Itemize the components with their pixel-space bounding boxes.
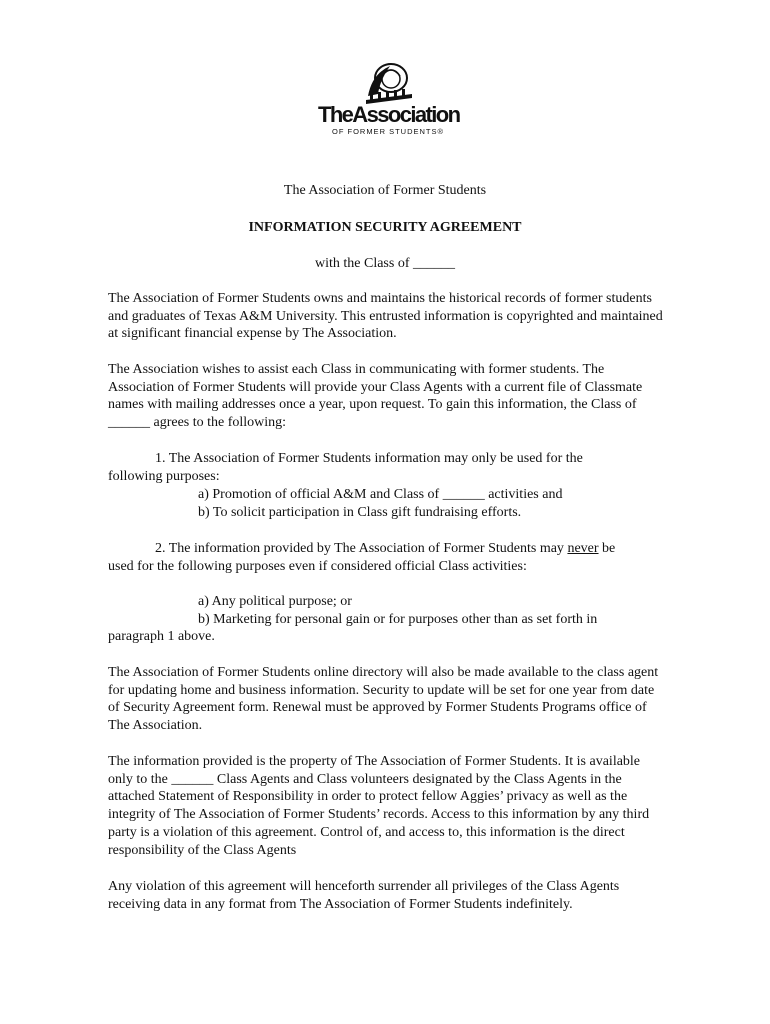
- item-1-b: b) To solicit participation in Class gift fundraising efforts.: [198, 505, 522, 520]
- item-2-a: a) Any political purpose; or: [198, 594, 352, 609]
- item-1-line-1: 1. The Association of Former Students information may only be used for the: [155, 451, 583, 466]
- class-of-line: with the Class of ______: [315, 256, 455, 271]
- organization-name: The Association of Former Students: [283, 183, 487, 198]
- document-title: INFORMATION SECURITY AGREEMENT: [248, 220, 522, 235]
- item-2-b-continuation: paragraph 1 above.: [108, 629, 215, 644]
- paragraph-assistance: The Association wishes to assist each Class in communicating with former students. The Association of Former Students will provide your Class Agents with a current file of Classmate names with mailing addresses once a year, upon request. To gain this information, the Class of ______ agrees to the following:: [108, 362, 643, 431]
- logo-subtitle: OF FORMER STUDENTS®: [331, 127, 445, 136]
- association-logo: [318, 56, 458, 140]
- logo-wordmark: TheAssociation: [318, 102, 460, 127]
- item-2-text-pre: 2. The information provided by The Association of Former Students may: [155, 541, 568, 556]
- building-dome-icon: [360, 56, 416, 108]
- item-2-text-post: be: [598, 541, 616, 556]
- paragraph-ownership: The Association of Former Students owns and maintains the historical records of former students and graduates of Texas A&M University. This entrusted information is copyrighted and maintained at significant financial expense by The Association.: [108, 291, 663, 342]
- item-2-line-1: [155, 540, 615, 558]
- paragraph-property: The information provided is the property of The Association of Former Students. It is available only to the ______ Class Agents and Class volunteers designated by the Class Agents in the attached Statement of Responsibility in order to protect fellow Aggies’ privacy as well as the integrity of The Association of Former Students’ records. Access to this information by any third party is a violation of this agreement. Control of, and access to, this information is the direct responsibility of the Class Agents: [108, 754, 650, 858]
- item-1-a: a) Promotion of official A&M and Class of ______ activities and: [198, 487, 563, 502]
- item-1-line-2: following purposes:: [108, 469, 220, 484]
- item-2-b: b) Marketing for personal gain or for purposes other than as set forth in: [198, 612, 598, 627]
- item-2-never: never: [567, 541, 599, 556]
- paragraph-violation: Any violation of this agreement will henceforth surrender all privileges of the Class Agents receiving data in any format from The Association of Former Students indefinitely.: [108, 879, 620, 912]
- item-2-line-2: used for the following purposes even if considered official Class activities:: [108, 559, 527, 574]
- paragraph-directory: The Association of Former Students online directory will also be made available to the class agent for updating home and business information. Security to update will be set for one year from date of Security Agreement form. Renewal must be approved by Former Students Programs office of The Association.: [108, 665, 659, 734]
